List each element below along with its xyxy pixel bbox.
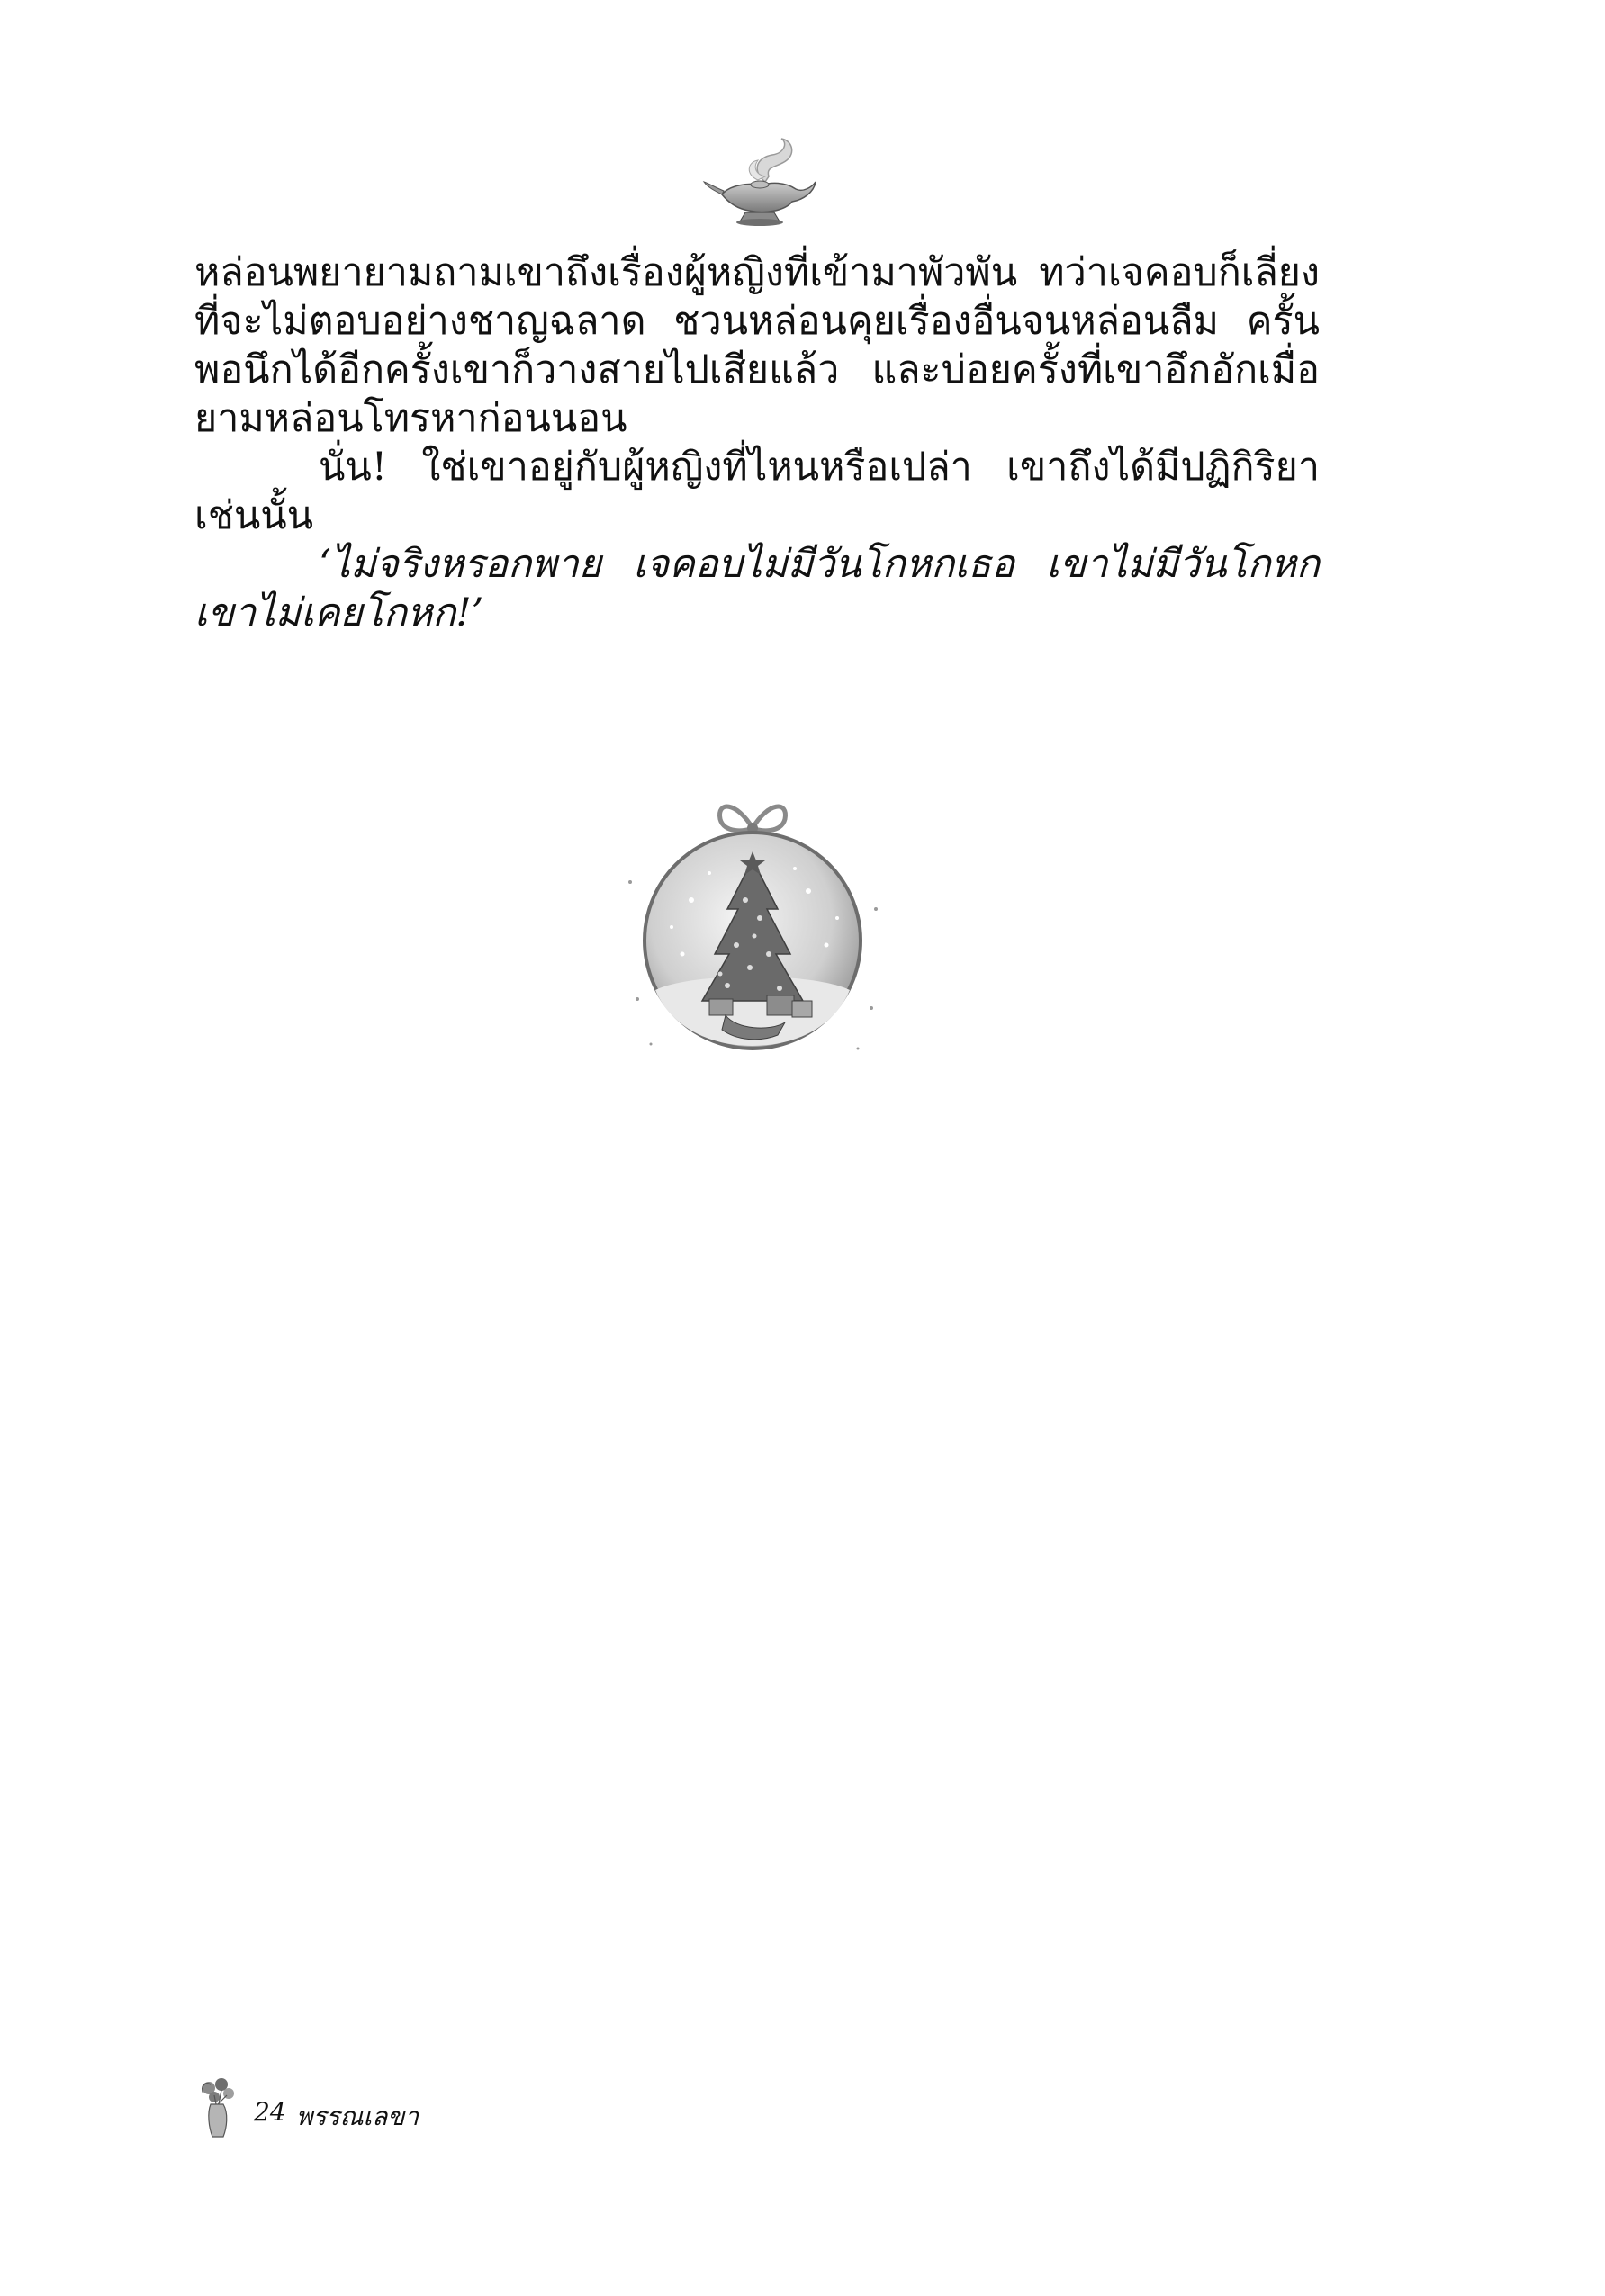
text-line: นั่น! ใช่เขาอยู่กับผู้หญิงที่ไหนหรือเปล่า เขาถึงได้มีปฏิกิริยา — [319, 445, 1320, 490]
text-line: เช่นนั้น — [194, 493, 314, 538]
text-line: หล่อนพยายามถามเขาถึงเรื่องผู้หญิงที่เข้ามาพัวพัน ทว่าเจคอบก็เลี่ยง — [194, 250, 1320, 295]
book-title: พรรณเลขา — [296, 2102, 419, 2131]
page-number: 24 — [254, 2097, 286, 2127]
snow-globe-christmas-tree-icon — [601, 774, 903, 1076]
paragraph-3-quote — [194, 540, 1320, 637]
flower-vase-icon — [194, 2077, 239, 2140]
genie-lamp-icon — [702, 135, 819, 230]
page-footer — [194, 2077, 555, 2140]
text-line: ที่จะไม่ตอบอย่างชาญฉลาด ชวนหล่อนคุยเรื่องอื่นจนหล่อนลืม ครั้น — [194, 299, 1320, 344]
paragraph-2 — [194, 443, 1320, 540]
text-line: พอนึกได้อีกครั้งเขาก็วางสายไปเสียแล้ว และบ่อยครั้งที่เขาอึกอักเมื่อ — [194, 347, 1320, 392]
paragraph-1 — [194, 248, 1320, 443]
text-line: ‘ไม่จริงหรอกพาย เจคอบไม่มีวันโกหกเธอ เขาไม่มีวันโกหก — [319, 542, 1320, 587]
body-text — [194, 248, 1320, 637]
text-line: ยามหล่อนโทรหาก่อนนอน — [194, 396, 627, 441]
text-line: เขาไม่เคยโกหก!’ — [194, 590, 484, 635]
